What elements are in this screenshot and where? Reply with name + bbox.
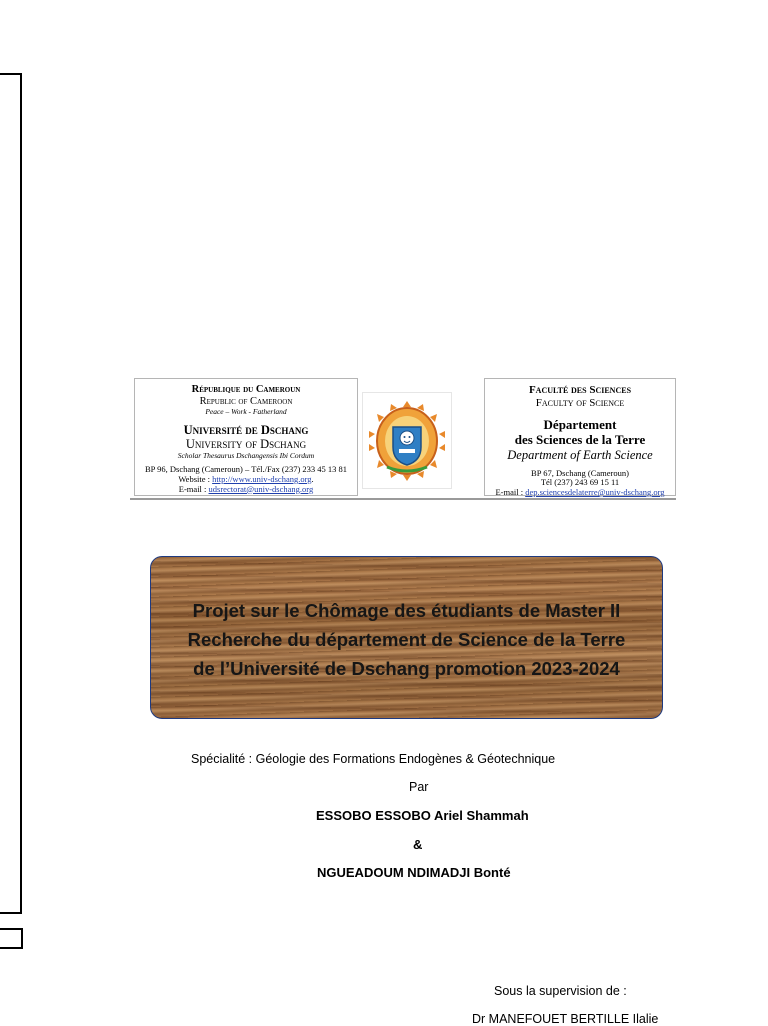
- author-2: NGUEADOUM NDIMADJI Bonté: [317, 865, 511, 880]
- university-motto: Scholar Thesaurus Dschangensis Ibi Cordum: [177, 450, 315, 460]
- header-divider: [130, 498, 676, 500]
- department-address: BP 67, Dschang (Cameroun): [531, 467, 629, 478]
- website-label: Website :: [178, 473, 213, 484]
- university-block: [134, 378, 358, 496]
- page-border-box: [0, 928, 23, 949]
- department-line1: Département: [543, 417, 617, 433]
- specialty-text: Spécialité : Géologie des Formations Endogènes & Géotechnique: [191, 752, 556, 766]
- university-email: [135, 485, 357, 495]
- title-line-1: Projet sur le Chômage des étudiants de Master II: [192, 600, 621, 621]
- university-crest-icon: [363, 393, 451, 488]
- supervisor-name: Dr MANEFOUET BERTILLE Ilalie: [472, 1012, 659, 1026]
- department-en: Department of Earth Science: [507, 448, 653, 463]
- national-motto: Peace – Work - Fatherland: [205, 407, 287, 417]
- ampersand: &: [413, 837, 423, 852]
- republic-fr: République du Cameroun: [191, 384, 301, 395]
- project-title: [188, 592, 626, 683]
- author-1: ESSOBO ESSOBO Ariel Shammah: [316, 808, 529, 823]
- faculty-fr: Faculté des Sciences: [528, 384, 632, 396]
- university-fr: Université de Dschang: [183, 422, 309, 437]
- faculty-en: Faculty of Science: [535, 396, 625, 409]
- university-en: University of Dschang: [185, 437, 307, 452]
- project-title-box: [150, 556, 663, 719]
- department-email-link[interactable]: dep.sciencesdelaterre@univ-dschang.org: [525, 487, 665, 498]
- title-line-3: de l’Université de Dschang promotion 2023-2024: [193, 658, 620, 679]
- institution-header: [130, 376, 676, 500]
- university-logo: [362, 392, 452, 489]
- website-suffix: .: [311, 473, 314, 484]
- university-address: BP 96, Dschang (Cameroun) – Tél./Fax (237) 233 45 13 81: [144, 464, 348, 475]
- email-label: E-mail :: [178, 483, 209, 494]
- title-line-2: Recherche du département de Science de la Terre: [187, 629, 626, 650]
- department-line2: des Sciences de la Terre: [514, 432, 646, 448]
- page-border-frame: [0, 73, 22, 914]
- department-phone: Tél (237) 243 69 15 11: [540, 477, 620, 488]
- department-email: [485, 488, 675, 498]
- faculty-block: [484, 378, 676, 496]
- university-email-link[interactable]: udsrectorat@univ-dschang.org: [208, 483, 314, 494]
- by-text: Par: [409, 780, 429, 794]
- republic-en: Republic of Cameroon: [199, 396, 293, 408]
- supervision-label: Sous la supervision de :: [494, 984, 627, 998]
- website-link[interactable]: http://www.univ-dschang.org: [212, 473, 312, 484]
- department-email-label: E-mail :: [495, 487, 526, 498]
